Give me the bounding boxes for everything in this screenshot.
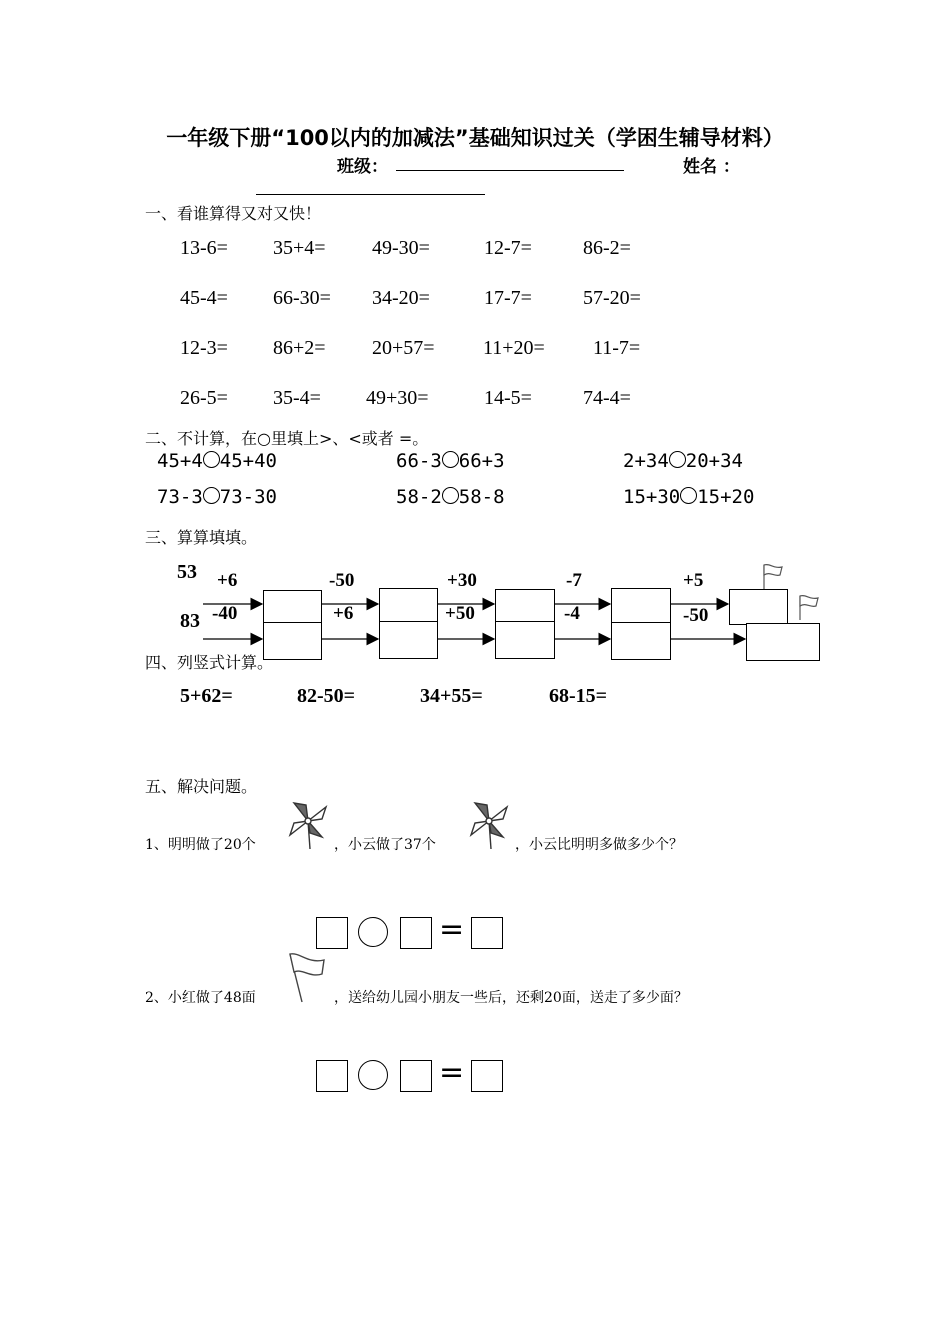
answer-box[interactable]: [611, 622, 671, 660]
answer-square[interactable]: [316, 917, 348, 949]
section4-heading: 四、列竖式计算。: [145, 653, 274, 672]
problem2-part-a: 2、小红做了48面: [145, 990, 256, 1006]
answer-square[interactable]: [471, 1060, 503, 1092]
answer-box[interactable]: [729, 589, 788, 625]
math-item: 66-30=: [273, 287, 331, 309]
math-item: 14-5=: [484, 387, 532, 409]
problem2-part-b: ，送给幼儿园小朋友一些后，还剩20面，送走了多少面？: [334, 990, 688, 1006]
compare-right: 66+3: [458, 450, 505, 472]
chain2-op: -40: [212, 603, 238, 624]
pinwheel-icon: [465, 795, 513, 851]
flag-icon: [794, 592, 824, 622]
compare-right: 45+40: [219, 450, 277, 472]
section2-heading: 二、不计算，在○里填上>、<或者 =。: [145, 429, 429, 448]
math-item: 12-7=: [484, 237, 532, 259]
math-item: 26-5=: [180, 387, 228, 409]
math-item: 74-4=: [583, 387, 631, 409]
chain2-op: +50: [445, 603, 475, 624]
equals-sign: =: [439, 912, 465, 947]
problem1-part-a: 1、明明做了20个: [145, 837, 256, 853]
page-title: 一年级下册“100以内的加减法”基础知识过关（学困生辅导材料）: [166, 126, 784, 150]
math-item: 34-20=: [372, 287, 430, 309]
name-label: 姓名 ：: [683, 157, 740, 177]
answer-box[interactable]: [495, 589, 555, 625]
operator-circle[interactable]: [358, 1060, 388, 1090]
operator-circle[interactable]: [358, 917, 388, 947]
math-item: 57-20=: [583, 287, 641, 309]
chain1-op: -50: [329, 570, 355, 591]
chain2-start: 83: [180, 610, 200, 632]
answer-square[interactable]: [471, 917, 503, 949]
problem1-part-c: ，小云比明明多做多少个？: [515, 837, 683, 853]
math-item: 11+20=: [483, 337, 545, 359]
answer-square[interactable]: [400, 917, 432, 949]
answer-square[interactable]: [400, 1060, 432, 1092]
math-item: 13-6=: [180, 237, 228, 259]
problem1-part-b: ，小云做了37个: [334, 837, 436, 853]
compare-left: 66-3: [396, 450, 442, 472]
math-item: 11-7=: [593, 337, 641, 359]
compare-left: 58-2: [396, 486, 442, 508]
compare-right: 15+20: [697, 486, 755, 508]
flag-icon: [280, 948, 332, 1006]
vertical-calc-item: 68-15=: [549, 685, 608, 707]
answer-box[interactable]: [379, 588, 438, 624]
compare-left: 2+34: [623, 450, 669, 472]
section5-heading: 五、解决问题。: [145, 777, 258, 796]
math-item: 20+57=: [372, 337, 435, 359]
chain1-start: 53: [177, 561, 197, 583]
compare-right: 58-8: [458, 486, 505, 508]
pinwheel-icon: [284, 795, 332, 851]
math-item: 35-4=: [273, 387, 321, 409]
compare-right: 73-30: [219, 486, 277, 508]
compare-left: 73-3: [157, 486, 203, 508]
chain1-op: +6: [217, 570, 238, 591]
math-item: 35+4=: [273, 237, 326, 259]
class-label: 班级：: [337, 157, 388, 177]
chain2-op: -50: [683, 605, 709, 626]
compare-right: 20+34: [685, 450, 743, 472]
section1-heading: 一、看谁算得又对又快！: [145, 204, 322, 223]
compare-left: 15+30: [623, 486, 681, 508]
chain1-op: +5: [683, 570, 704, 591]
chain1-op: +30: [447, 570, 477, 591]
answer-box[interactable]: [611, 588, 671, 625]
math-item: 45-4=: [180, 287, 228, 309]
math-item: 17-7=: [484, 287, 532, 309]
flag-icon: [758, 561, 788, 591]
math-item: 49+30=: [366, 387, 429, 409]
chain2-op: -4: [564, 603, 580, 624]
vertical-calc-item: 82-50=: [297, 685, 356, 707]
vertical-calc-item: 5+62=: [180, 685, 233, 707]
answer-square[interactable]: [316, 1060, 348, 1092]
chain2-op: +6: [333, 603, 354, 624]
math-item: 12-3=: [180, 337, 228, 359]
section3-heading: 三、算算填填。: [145, 528, 258, 547]
compare-left: 45+4: [157, 450, 203, 472]
answer-box[interactable]: [379, 621, 438, 659]
equals-sign: =: [439, 1055, 465, 1090]
math-item: 86-2=: [583, 237, 631, 259]
chain1-op: -7: [566, 570, 582, 591]
answer-box[interactable]: [263, 590, 322, 625]
vertical-calc-item: 34+55=: [420, 685, 483, 707]
math-item: 49-30=: [372, 237, 430, 259]
answer-box[interactable]: [746, 623, 820, 661]
math-item: 86+2=: [273, 337, 326, 359]
answer-box[interactable]: [495, 621, 555, 659]
